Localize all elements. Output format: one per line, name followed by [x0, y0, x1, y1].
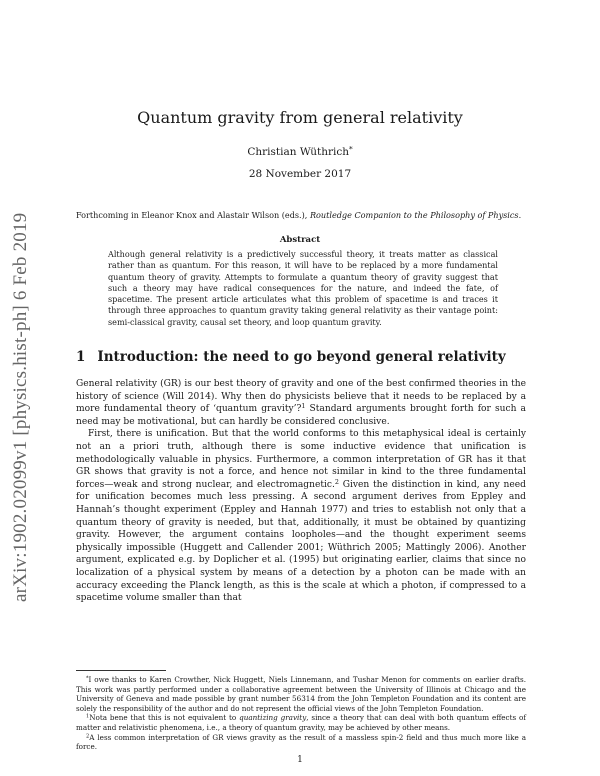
- paper-date: 28 November 2017: [248, 168, 352, 180]
- section-heading: [76, 349, 506, 365]
- page-number: 1: [297, 755, 303, 765]
- footnote-1-text-a: Nota bene that this is not equivalent to: [89, 713, 240, 723]
- paragraph-2-part-a: First, there is unification. But that the world conforms to this metaphysical ideal is certainly not an a priori truth, although there is some inductive evidence that unification is methodologically valuable in physics. Furthermore, a common interpretation of GR has it that GR shows that gravity is not a force, and hence not similar in kind to the three fundamental forces—weak and strong nuclear, and electromagnetic.: [76, 429, 526, 490]
- paper-title: Quantum gravity from general relativity: [137, 108, 463, 127]
- footnote-2-text: A less common interpretation of GR views gravity as the result of a massless spin-2 field and thus much more like a force.: [76, 732, 526, 752]
- forthcoming-suffix: .: [518, 210, 522, 220]
- paragraph-1: [76, 378, 526, 428]
- footnote-0-text: I owe thanks to Karen Crowther, Nick Huggett, Niels Linnemann, and Tushar Menon for comments on earlier drafts. This work was partly performed under a collaborative agreement between the University of Illinois at Chicago and the University of Geneva and made possible by grant number 56314 from the John Templeton Foundation and its content are solely the responsibility of the author and do not represent the official views of the John Templeton Foundation.: [76, 675, 526, 713]
- abstract-text: Although general relativity is a predictively successful theory, it treats matter as classical rather than as quantum. For this reason, it will have to be replaced by a more fundamental quantum theory of gravity. Attempts to formulate a quantum theory of gravity suggest that such a theory may have radical consequences for the nature, and indeed the fate, of spacetime. The present article articulates what this problem of spacetime is and traces it through three approaches to quantum gravity taking general relativity as their vantage point: semi-classical gravity, causal set theory, and loop quantum gravity.: [108, 249, 498, 327]
- footnote-0: [76, 675, 526, 713]
- footnote-1-emphasis: quantizing gravity: [239, 713, 307, 723]
- author-line: [0, 146, 600, 158]
- arxiv-identifier: arXiv:1902.02099v1 [physics.hist-ph] 6 Feb 2019: [10, 212, 31, 602]
- footnote-0-mark: *: [86, 675, 89, 682]
- footnote-rule: [76, 670, 166, 671]
- paragraph-1-part-a: General relativity (GR) is our best theory of gravity and one of the best confirmed theories in the history of science (Will 2014). Why then do physicists believe that it needs to be replaced by a more fundamental theory of ‘quantum gravity’?: [76, 379, 526, 415]
- footnote-ref-2: 2: [334, 477, 339, 486]
- author-name: Christian Wüthrich: [247, 146, 349, 158]
- section-title: Introduction: the need to go beyond general relativity: [97, 349, 506, 365]
- section-number: 1: [76, 349, 86, 365]
- footnote-1: [76, 713, 526, 732]
- footnote-1-mark: 1: [86, 714, 90, 721]
- forthcoming-book-title: Routledge Companion to the Philosophy of Physics: [309, 210, 519, 220]
- abstract-heading: Abstract: [279, 235, 321, 245]
- paragraph-2: [76, 428, 526, 604]
- footnote-2-mark: 2: [86, 733, 90, 740]
- footnote-ref-1: 1: [301, 402, 306, 411]
- footnote-1-text-b: , since a theory that can deal with both quantum effects of matter and relativistic phenomena, i.e., a theory of quantum gravity, may be achieved by other means.: [76, 713, 527, 732]
- footnotes: [76, 675, 526, 752]
- paragraph-2-part-b: Given the distinction in kind, any need for unification becomes much less pressing. A second argument derives from Eppley and Hannah’s thought experiment (Eppley and Hannah 1977) and tries to establish not only that a quantum theory of gravity is needed, but that, additionally, it must be obtained by quantizing gravity. However, the argument contains loopholes—and the thought experiment seems physically impossible (Huggett and Callender 2001; Wüthrich 2005; Mattingly 2006). Another argument, explicated e.g. by Doplicher et al. (1995) but originating earlier, claims that since no localization of a physical system by means of a detection by a photon can be made with an accuracy exceeding the Planck length, as this is the scale at which a photon, if compressed to a spacetime volume smaller than that: [76, 479, 526, 604]
- forthcoming-note: [76, 210, 521, 220]
- footnote-2: [76, 733, 526, 752]
- paragraph-1-part-b: Standard arguments brought forth for such a need may be motivational, but can hardly be considered conclusive.: [76, 404, 526, 427]
- forthcoming-prefix: Forthcoming in Eleanor Knox and Alastair Wilson (eds.),: [76, 210, 310, 220]
- author-footnote-mark: *: [348, 144, 353, 154]
- body-text: [76, 378, 526, 605]
